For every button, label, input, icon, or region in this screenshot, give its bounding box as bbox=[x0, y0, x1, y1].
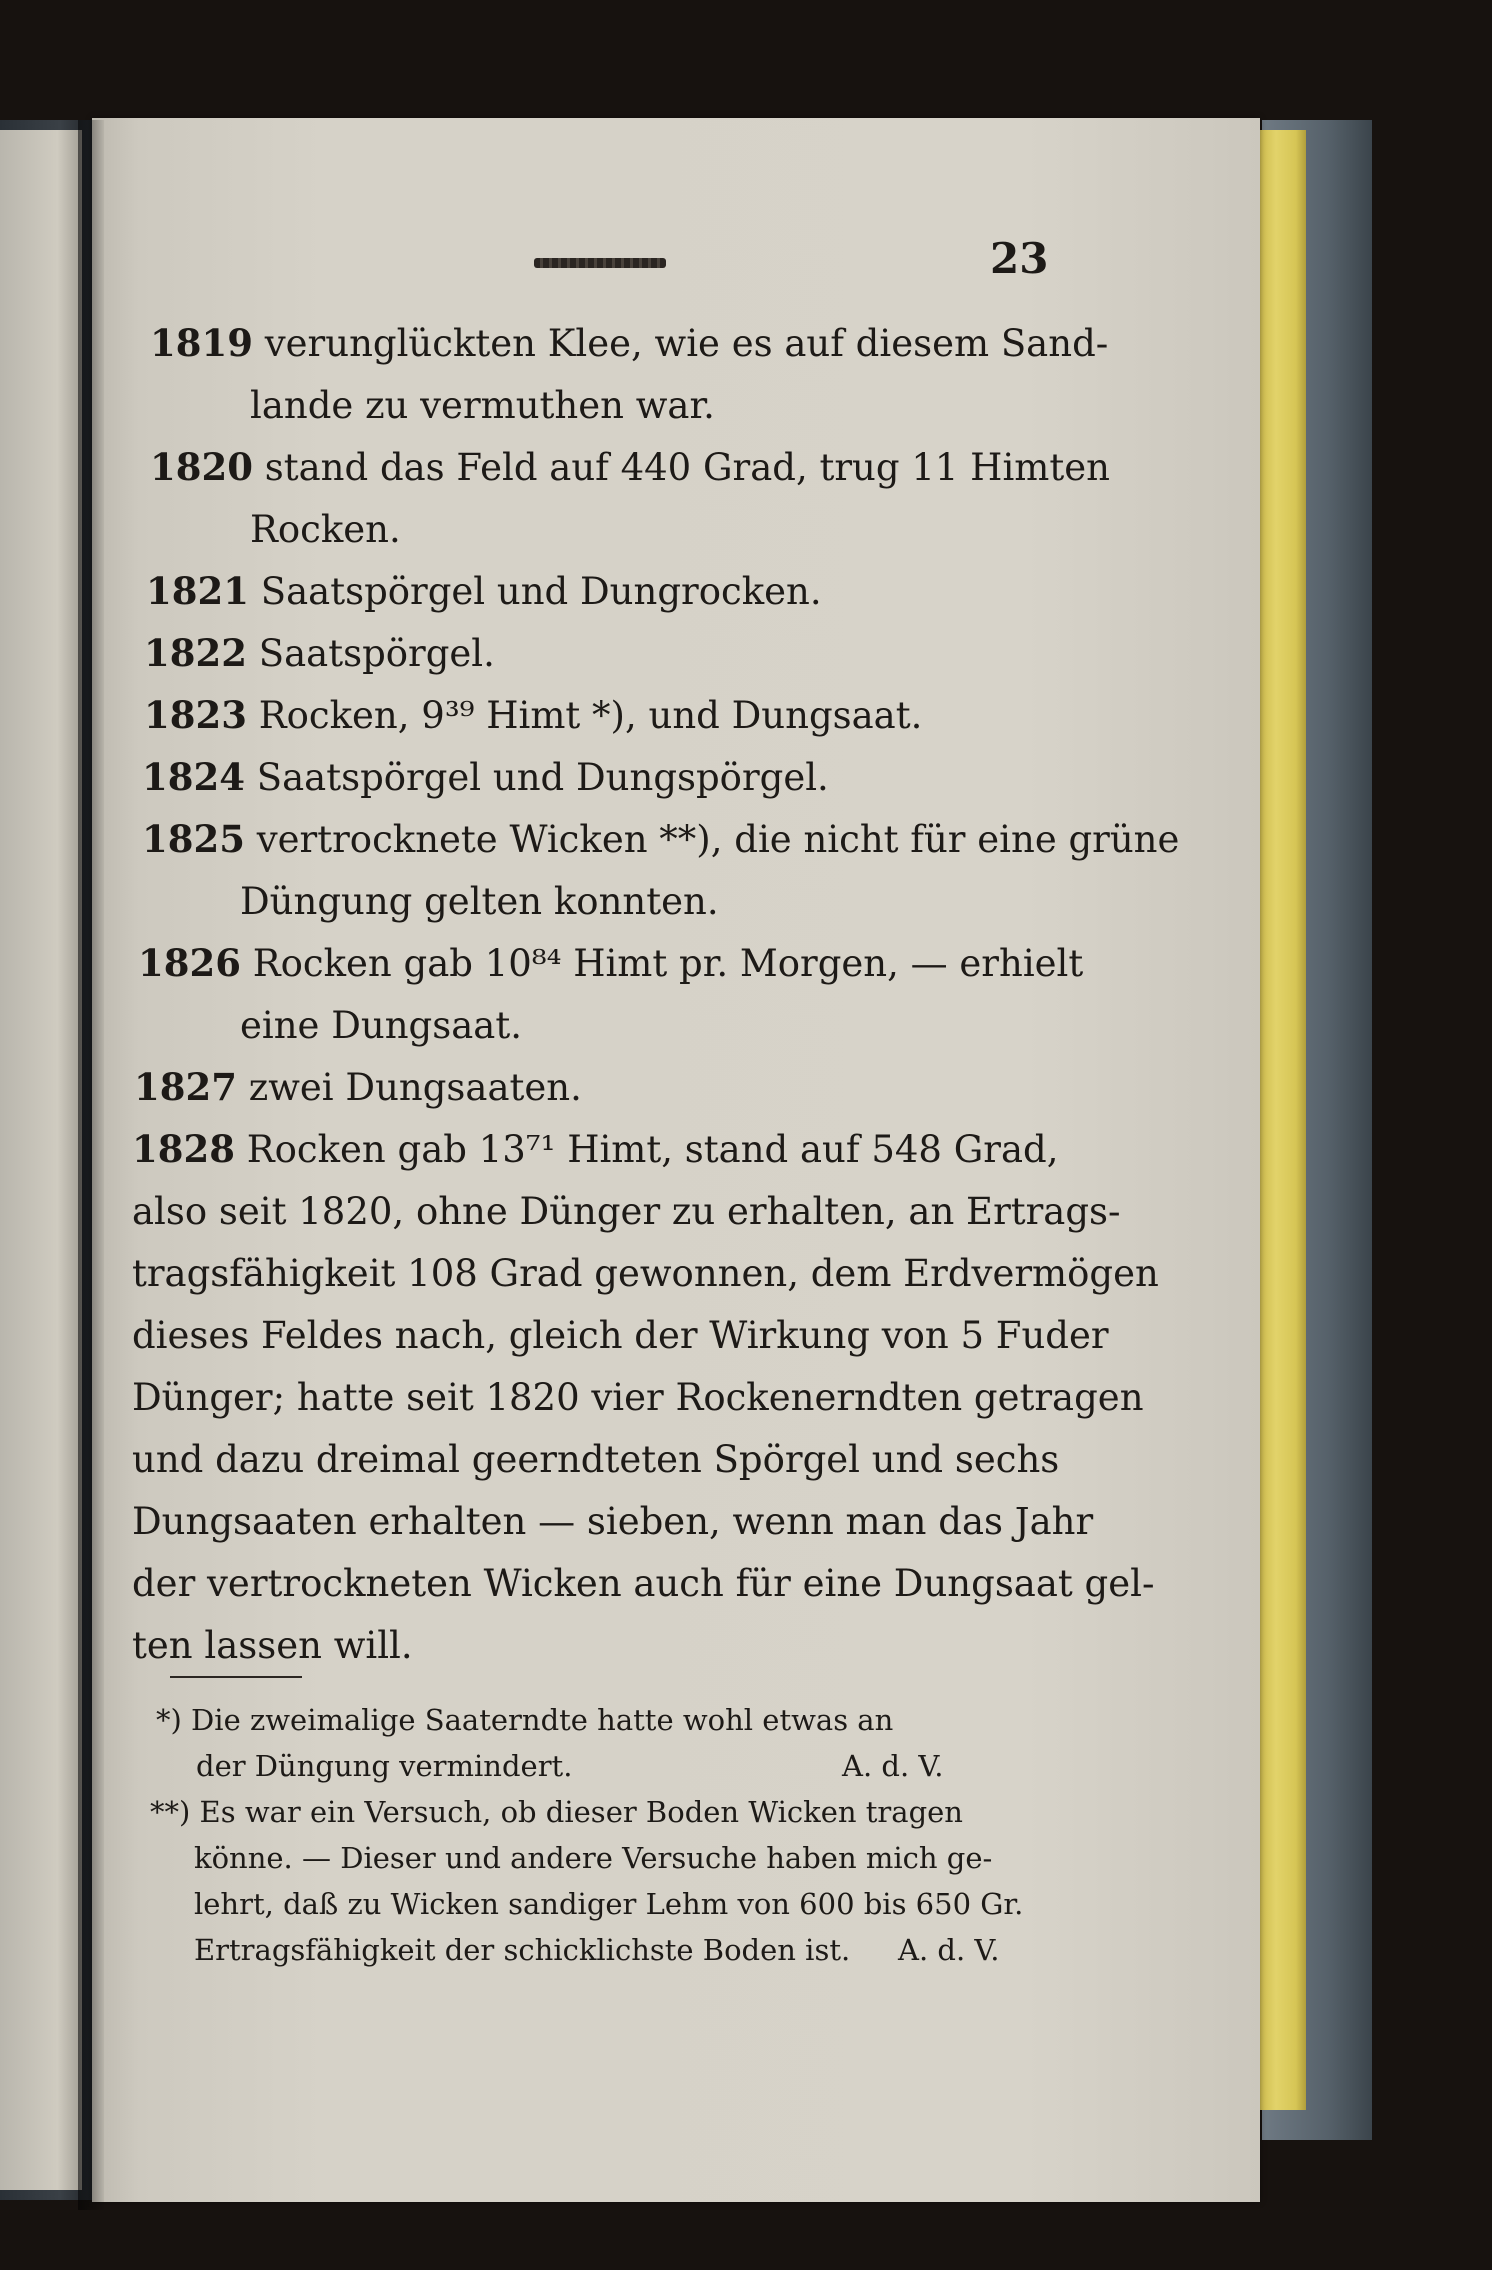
entry-text: Saatspörgel und Dungspörgel. bbox=[256, 756, 829, 799]
footnote-line: könne. — Dieser und andere Versuche haben mich ge- bbox=[194, 1841, 993, 1875]
footnote-marker: *) bbox=[156, 1703, 182, 1737]
entry-line bbox=[150, 321, 1109, 365]
entry-year: 1820 bbox=[150, 445, 253, 489]
entry-line bbox=[134, 1065, 582, 1109]
entry-text: zwei Dungsaaten. bbox=[248, 1066, 582, 1109]
footnote-signature: A. d. V. bbox=[898, 1933, 1000, 1967]
entry-year: 1826 bbox=[138, 941, 241, 985]
entry-line bbox=[150, 445, 1110, 489]
entry-year: 1827 bbox=[134, 1065, 237, 1109]
spine-shadow bbox=[78, 120, 104, 2210]
entry-line: Dünger; hatte seit 1820 vier Rockenerndten getragen bbox=[132, 1376, 1144, 1419]
entry-line: und dazu dreimal geerndteten Spörgel und sechs bbox=[132, 1438, 1060, 1481]
entry-year: 1824 bbox=[142, 755, 245, 799]
entry-line: tragsfähigkeit 108 Grad gewonnen, dem Erdvermögen bbox=[132, 1252, 1159, 1295]
entry-line bbox=[138, 941, 1084, 985]
entry-text: Rocken gab 10⁸⁴ Himt pr. Morgen, — erhielt bbox=[252, 942, 1084, 985]
header-ornament-rule bbox=[534, 258, 666, 268]
footnote-text: Die zweimalige Saaterndte hatte wohl etwas an bbox=[191, 1703, 894, 1737]
entry-text: verunglückten Klee, wie es auf diesem Sand- bbox=[264, 322, 1109, 365]
entry-text: Rocken, 9³⁹ Himt *), und Dungsaat. bbox=[258, 694, 923, 737]
entry-year: 1828 bbox=[132, 1127, 235, 1171]
gilt-page-edge bbox=[1256, 130, 1306, 2110]
entry-line: eine Dungsaat. bbox=[240, 1004, 522, 1047]
entry-line bbox=[144, 693, 923, 737]
entry-line: ten lassen will. bbox=[132, 1624, 413, 1667]
page-number: 23 bbox=[990, 234, 1049, 283]
entry-text: Saatspörgel und Dungrocken. bbox=[260, 570, 822, 613]
entry-line: lande zu vermuthen war. bbox=[250, 384, 715, 427]
entry-text: vertrocknete Wicken **), die nicht für eine grüne bbox=[256, 818, 1180, 861]
entry-line bbox=[142, 755, 829, 799]
footnote-text: Es war ein Versuch, ob dieser Boden Wicken tragen bbox=[199, 1795, 963, 1829]
entry-line: dieses Feldes nach, gleich der Wirkung von 5 Fuder bbox=[132, 1314, 1109, 1357]
entry-year: 1823 bbox=[144, 693, 247, 737]
entry-line: Rocken. bbox=[250, 508, 401, 551]
entry-line: Düngung gelten konnten. bbox=[240, 880, 719, 923]
entry-line: Dungsaaten erhalten — sieben, wenn man das Jahr bbox=[132, 1500, 1094, 1543]
footnote-line: lehrt, daß zu Wicken sandiger Lehm von 600 bis 650 Gr. bbox=[194, 1887, 1024, 1921]
footnote-signature: A. d. V. bbox=[842, 1749, 944, 1783]
entry-text: stand das Feld auf 440 Grad, trug 11 Himten bbox=[264, 446, 1110, 489]
entry-year: 1821 bbox=[146, 569, 249, 613]
entry-line bbox=[144, 631, 495, 675]
entry-year: 1825 bbox=[142, 817, 245, 861]
entry-text: Rocken gab 13⁷¹ Himt, stand auf 548 Grad, bbox=[246, 1128, 1059, 1171]
entry-year: 1819 bbox=[150, 321, 253, 365]
left-page-edge bbox=[0, 130, 82, 2190]
footnote-line: der Düngung vermindert. bbox=[196, 1749, 573, 1783]
entry-line bbox=[142, 817, 1180, 861]
footnote-line bbox=[156, 1703, 894, 1737]
entry-text: Saatspörgel. bbox=[258, 632, 495, 675]
entry-line: der vertrockneten Wicken auch für eine Dungsaat gel- bbox=[132, 1562, 1155, 1605]
entry-line: also seit 1820, ohne Dünger zu erhalten, an Ertrags- bbox=[132, 1190, 1121, 1233]
entry-line bbox=[146, 569, 822, 613]
footnote-line: Ertragsfähigkeit der schicklichste Boden ist. bbox=[194, 1933, 851, 1967]
footnote-marker: **) bbox=[150, 1795, 191, 1829]
entry-year: 1822 bbox=[144, 631, 247, 675]
footnote-line bbox=[150, 1795, 963, 1829]
footnote-rule bbox=[170, 1676, 302, 1678]
entry-line bbox=[132, 1127, 1059, 1171]
